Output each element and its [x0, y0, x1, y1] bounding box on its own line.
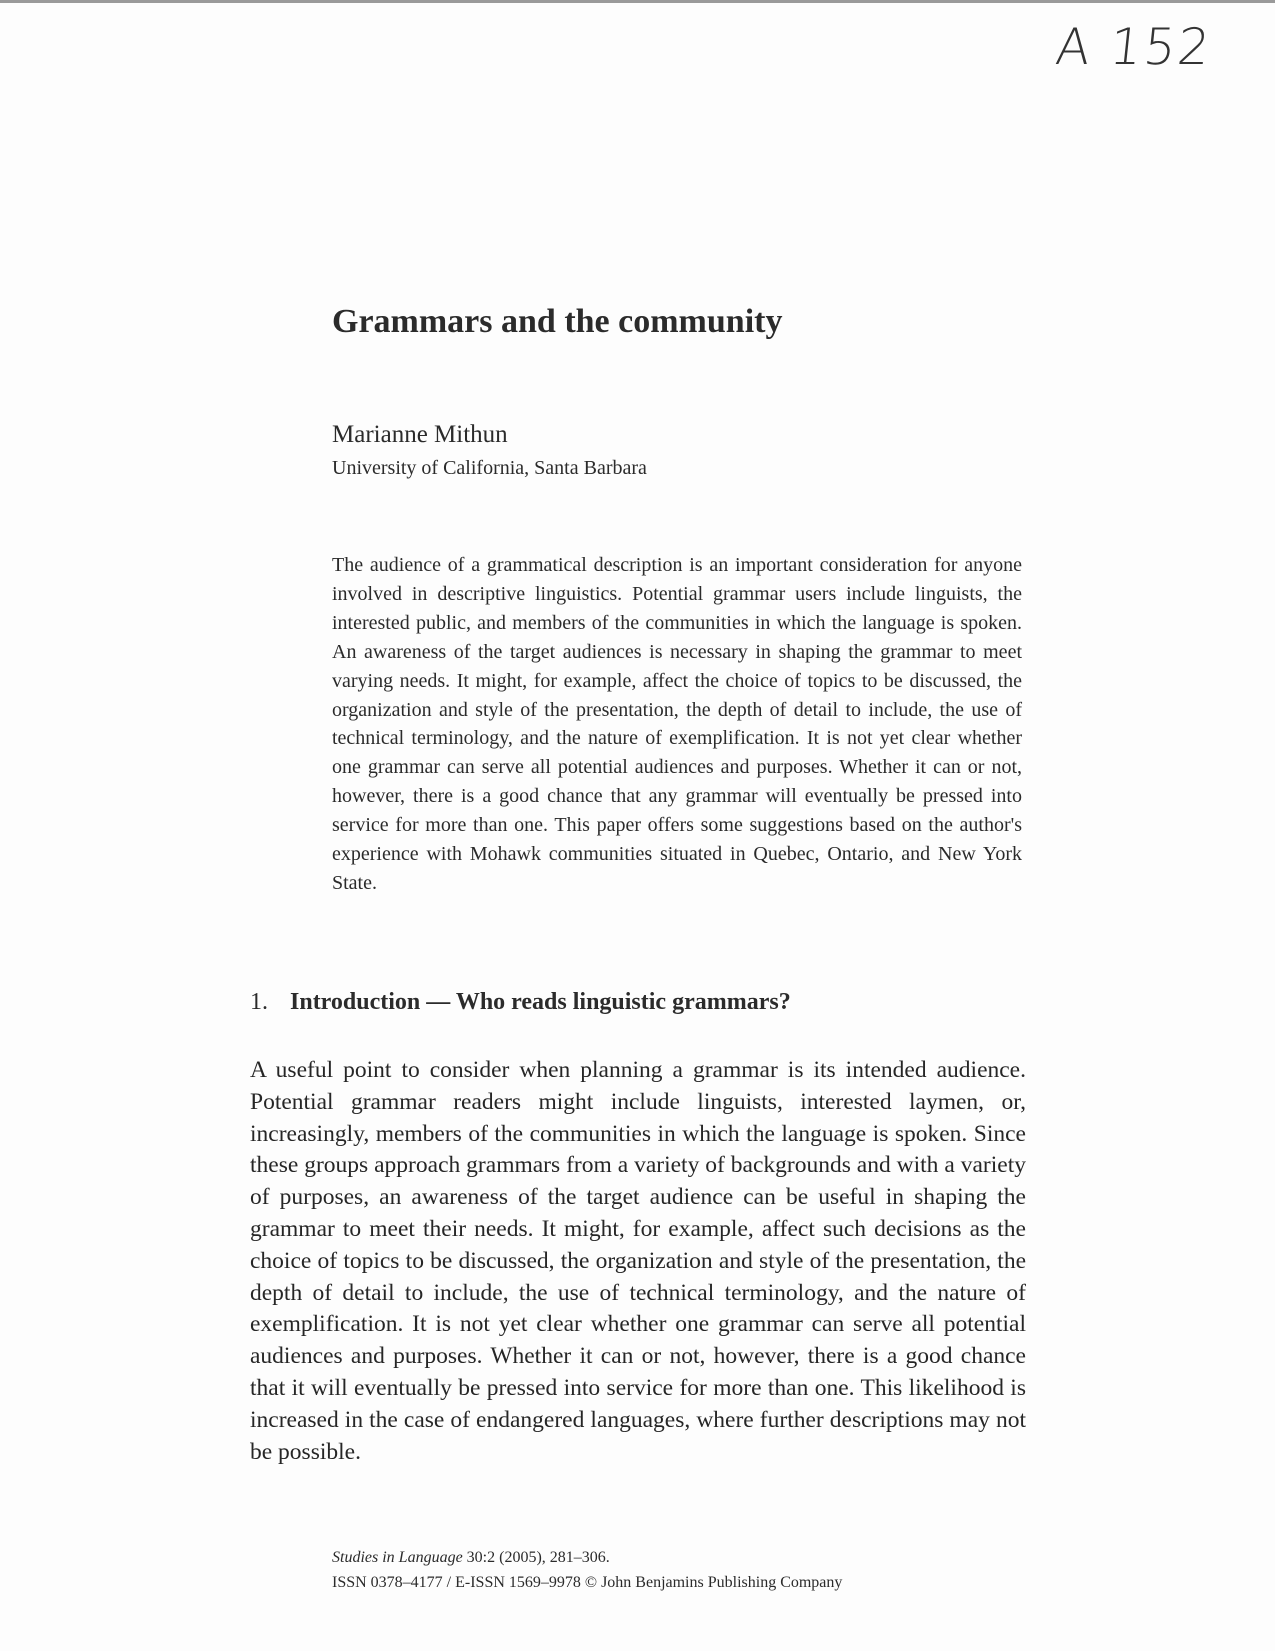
- footer-issn: ISSN 0378–4177 / E-ISSN 1569–9978 © John Benjamins Publishing Company: [332, 1574, 843, 1591]
- scan-edge: [0, 0, 1275, 3]
- author-affiliation: University of California, Santa Barbara: [332, 457, 647, 479]
- handwritten-page-note: A 152: [1052, 18, 1215, 76]
- journal-citation: 30:2 (2005), 281–306.: [462, 1549, 610, 1566]
- section-heading: [250, 989, 791, 1016]
- abstract: The audience of a grammatical description is an important consideration for anyone involved in descriptive linguistics. Potential grammar users include linguists, the interested public, and members of the communities in which the language is spoken. An awareness of the target audiences is necessary in shaping the grammar to meet varying needs. It might, for example, affect the choice of topics to be discussed, the organization and style of the presentation, the depth of detail to include, the use of technical terminology, and the nature of exemplification. It is not yet clear whether one grammar can serve all potential audiences and purposes. Whether it can or not, however, there is a good chance that any grammar will eventually be pressed into service for more than one. This paper offers some suggestions based on the author's experience with Mohawk communities situated in Quebec, Ontario, and New York State.: [332, 554, 1022, 894]
- author-name: Marianne Mithun: [332, 421, 508, 448]
- body-paragraph: A useful point to consider when planning a grammar is its intended audience. Potential grammar readers might include linguists, interested laymen, or, increasingly, members of the communities in which the language is spoken. Since these groups approach grammars from a variety of backgrounds and with a variety of purposes, an awareness of the target audience can be useful in shaping the grammar to meet their needs. It might, for example, affect such decisions as the choice of topics to be discussed, the organization and style of the presentation, the depth of detail to include, the use of technical terminology, and the nature of exemplification. It is not yet clear whether one grammar can serve all potential audiences and purposes. Whether it can or not, however, there is a good chance that it will eventually be pressed into service for more than one. This likelihood is increased in the case of endangered languages, where further descriptions may not be possible.: [250, 1057, 1026, 1465]
- section-number: 1.: [250, 989, 268, 1015]
- section-title: Introduction — Who reads linguistic grammars?: [290, 989, 791, 1015]
- paper-title: Grammars and the community: [332, 303, 783, 340]
- footer-citation: [332, 1549, 610, 1567]
- journal-name: Studies in Language: [332, 1549, 463, 1566]
